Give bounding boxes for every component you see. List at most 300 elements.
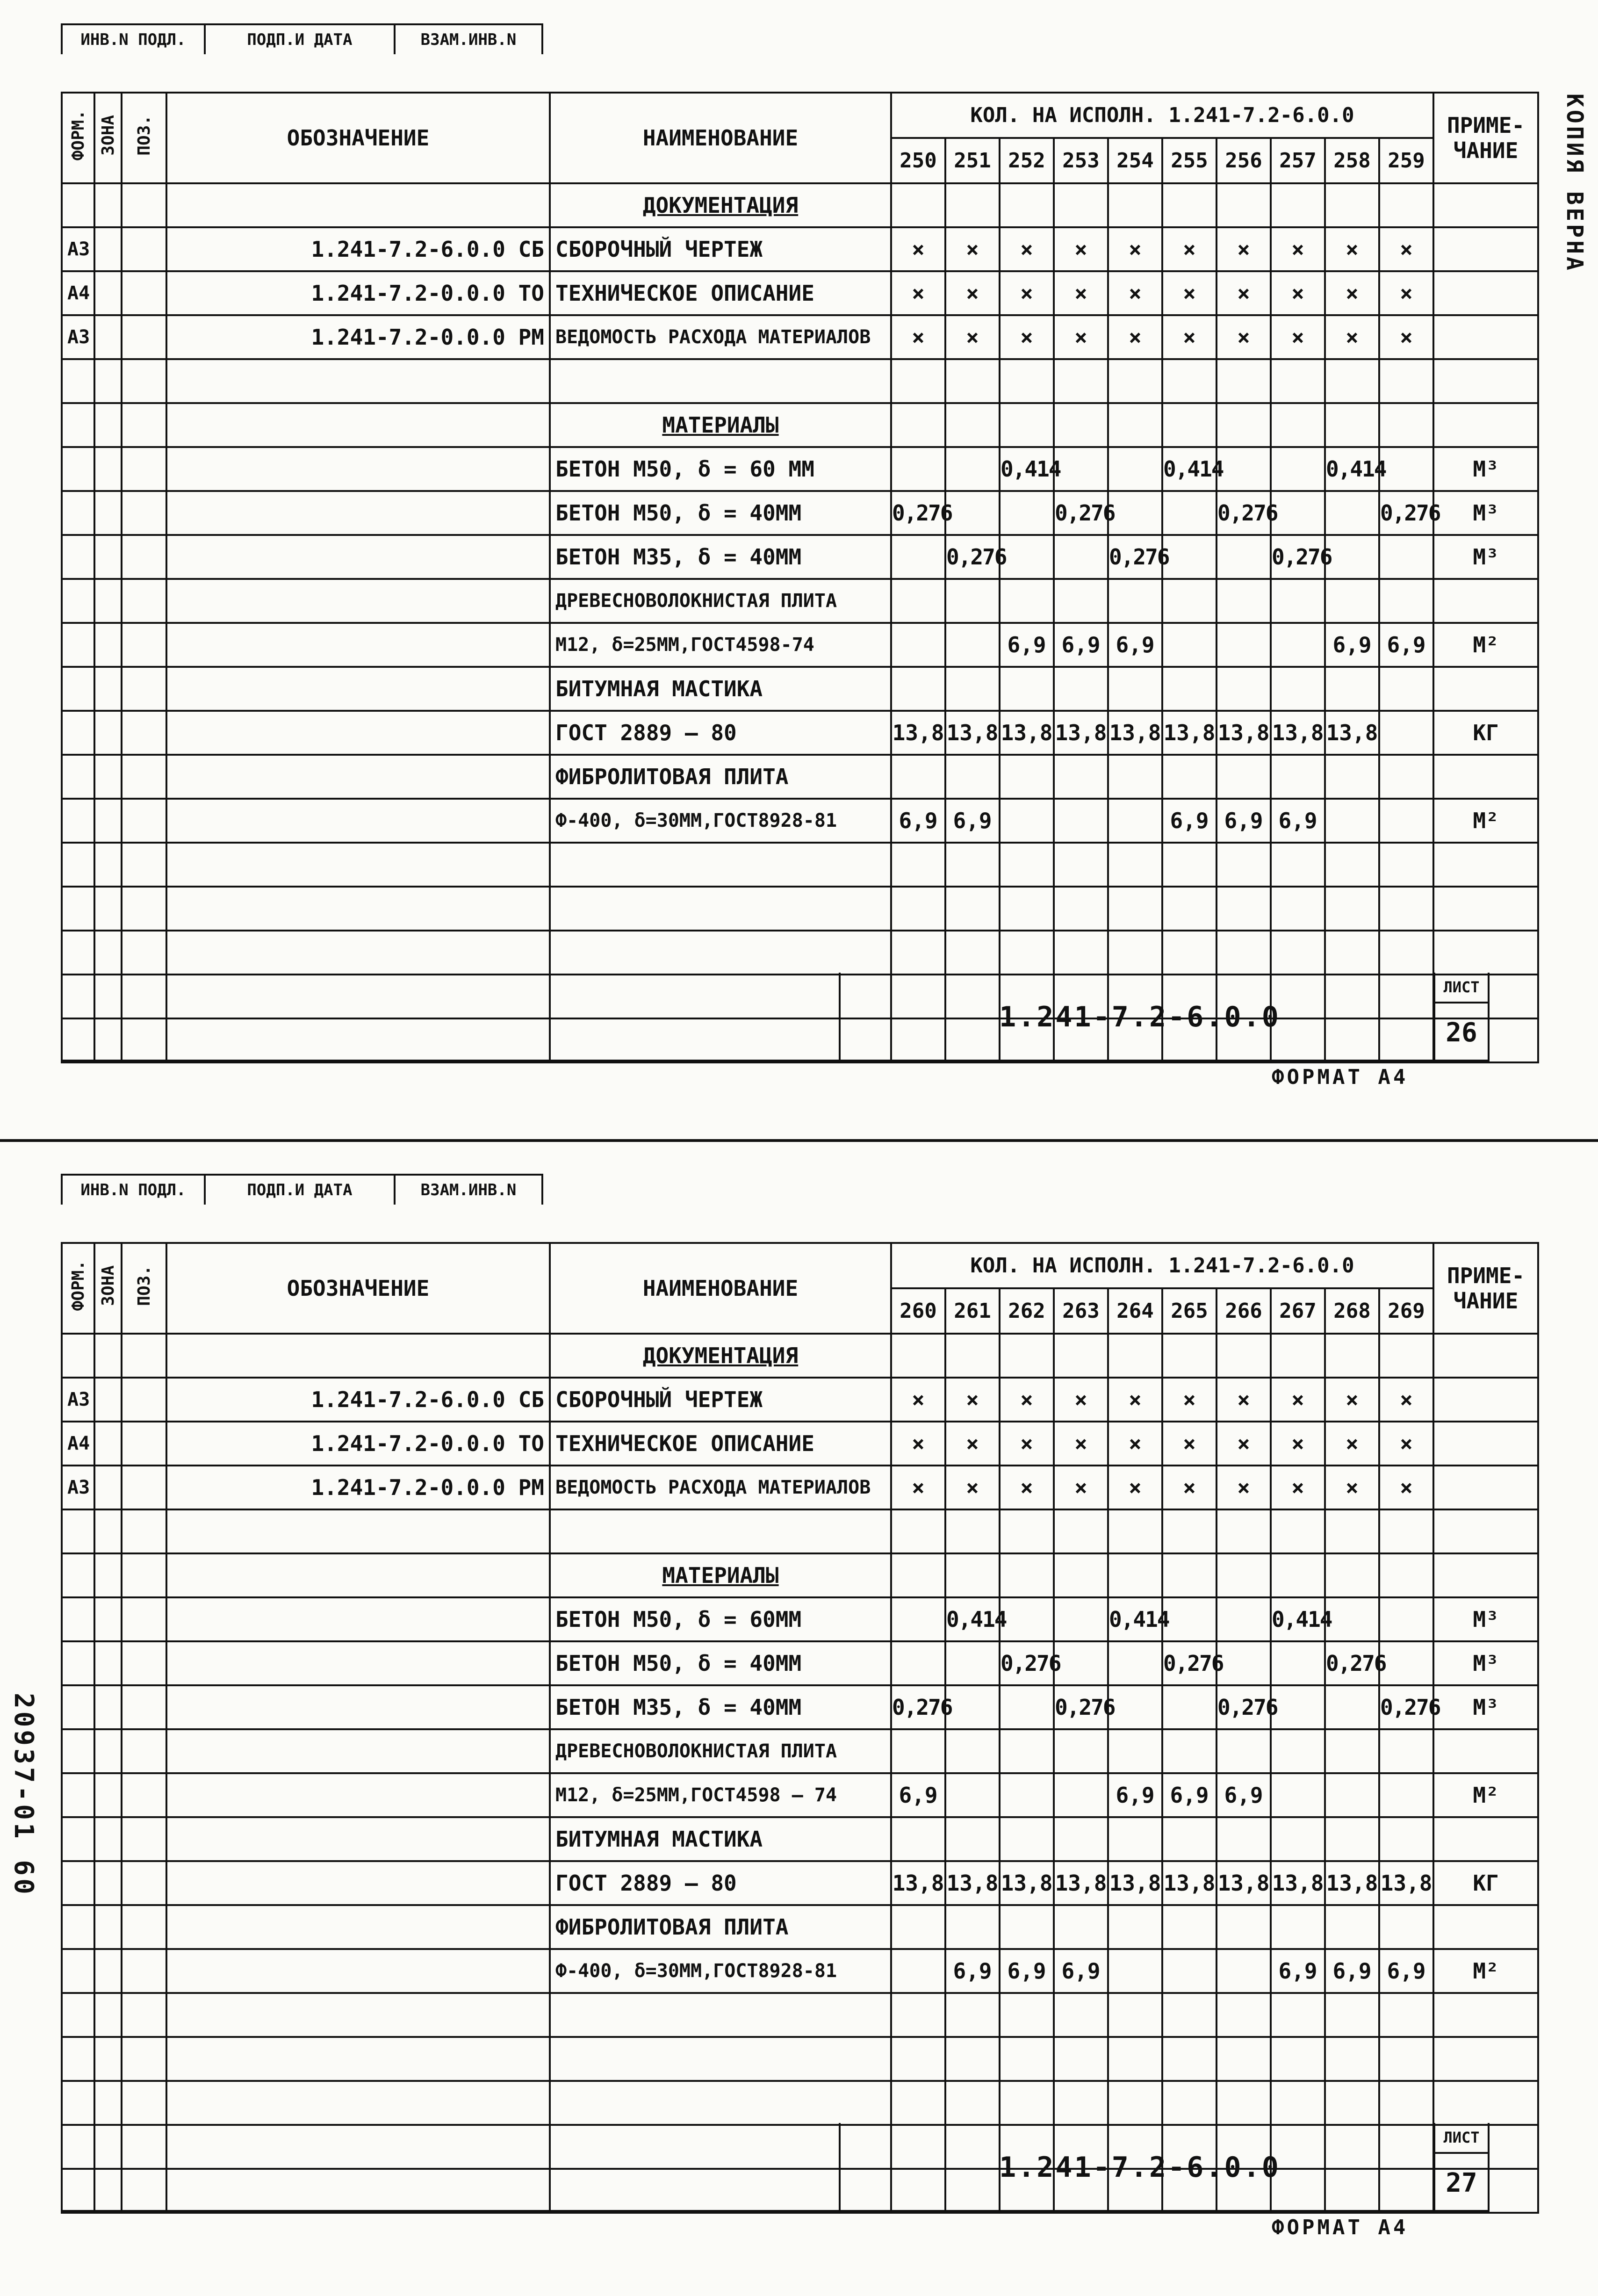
zone-cell bbox=[94, 931, 122, 975]
header-remark-line1: ПРИМЕ- bbox=[1447, 113, 1525, 138]
unit-cell bbox=[1433, 1993, 1538, 2037]
designation-cell bbox=[166, 183, 550, 227]
quantity-cell bbox=[891, 1729, 945, 1773]
designation-cell bbox=[166, 579, 550, 623]
quantity-cell bbox=[1162, 1905, 1216, 1949]
position-cell bbox=[122, 1773, 166, 1817]
zone-cell bbox=[94, 1378, 122, 1422]
name-cell bbox=[550, 1993, 891, 2037]
header-format bbox=[62, 1243, 94, 1334]
quantity-cell bbox=[1108, 1949, 1162, 1993]
cross-mark: × bbox=[1216, 1422, 1271, 1466]
name-cell: М12, δ=25ММ,ГОСТ4598 – 74 bbox=[550, 1773, 891, 1817]
quantity-cell bbox=[1000, 887, 1054, 931]
position-cell bbox=[122, 359, 166, 403]
quantity-cell bbox=[1271, 887, 1325, 931]
quantity-cell bbox=[891, 1817, 945, 1861]
quantity-cell bbox=[1162, 1817, 1216, 1861]
unit-cell: М³ bbox=[1433, 447, 1538, 491]
sheet-number: 26 bbox=[1446, 1017, 1477, 1048]
quantity-cell bbox=[1325, 403, 1379, 447]
cross-mark: × bbox=[1379, 271, 1433, 315]
format-cell bbox=[62, 623, 94, 667]
table-row bbox=[62, 711, 1538, 755]
quantity-cell bbox=[1325, 359, 1379, 403]
quantity-cell bbox=[1216, 1817, 1271, 1861]
zone-cell bbox=[94, 1334, 122, 1378]
quantity-cell: 6,9 bbox=[1271, 799, 1325, 843]
quantity-cell: 0,276 bbox=[1216, 1685, 1271, 1729]
zone-cell bbox=[94, 2037, 122, 2081]
format-cell bbox=[62, 1597, 94, 1641]
designation-cell bbox=[166, 2037, 550, 2081]
quantity-cell bbox=[1271, 579, 1325, 623]
quantity-cell bbox=[1054, 667, 1108, 711]
header-remark-line2: ЧАНИЕ bbox=[1453, 138, 1519, 163]
quantity-cell bbox=[1000, 1905, 1054, 1949]
quantity-cell bbox=[1000, 755, 1054, 799]
position-cell bbox=[122, 1817, 166, 1861]
cross-mark: × bbox=[1108, 271, 1162, 315]
quantity-cell bbox=[1271, 1993, 1325, 2037]
zone-cell bbox=[94, 843, 122, 887]
table-row bbox=[62, 931, 1538, 975]
format-cell bbox=[62, 1334, 94, 1378]
position-cell bbox=[122, 843, 166, 887]
zone-cell bbox=[94, 227, 122, 271]
quantity-cell bbox=[1000, 1509, 1054, 1553]
quantity-cell bbox=[1216, 1509, 1271, 1553]
variant-number: 256 bbox=[1216, 138, 1271, 183]
title-block bbox=[61, 973, 1490, 1061]
cross-mark: × bbox=[1216, 227, 1271, 271]
stamp-replace-inv: ВЗАМ.ИНВ.N bbox=[420, 30, 517, 49]
quantity-cell bbox=[1162, 1729, 1216, 1773]
variant-number: 258 bbox=[1325, 138, 1379, 183]
quantity-cell bbox=[1216, 1641, 1271, 1685]
quantity-cell: 13,8 bbox=[1162, 1861, 1216, 1905]
quantity-cell bbox=[1325, 1773, 1379, 1817]
header-designation: ОБОЗНАЧЕНИЕ bbox=[166, 93, 550, 183]
quantity-cell bbox=[1271, 1553, 1325, 1597]
quantity-cell bbox=[1054, 1773, 1108, 1817]
header-remark-line2: ЧАНИЕ bbox=[1453, 1288, 1519, 1314]
quantity-cell bbox=[1108, 799, 1162, 843]
quantity-cell bbox=[891, 755, 945, 799]
position-cell bbox=[122, 667, 166, 711]
zone-cell bbox=[94, 1993, 122, 2037]
quantity-cell bbox=[1108, 491, 1162, 535]
quantity-cell bbox=[1216, 887, 1271, 931]
zone-cell bbox=[94, 403, 122, 447]
quantity-cell bbox=[945, 2037, 1000, 2081]
quantity-cell bbox=[1379, 359, 1433, 403]
quantity-cell bbox=[1216, 2037, 1271, 2081]
quantity-cell bbox=[1054, 535, 1108, 579]
cross-mark: × bbox=[945, 1378, 1000, 1422]
position-cell bbox=[122, 227, 166, 271]
name-cell: БИТУМНАЯ МАСТИКА bbox=[550, 1817, 891, 1861]
zone-cell bbox=[94, 359, 122, 403]
zone-cell bbox=[94, 1553, 122, 1597]
unit-cell bbox=[1433, 1334, 1538, 1378]
designation-cell bbox=[166, 1641, 550, 1685]
unit-cell bbox=[1433, 1817, 1538, 1861]
quantity-cell bbox=[1000, 843, 1054, 887]
quantity-cell bbox=[945, 1641, 1000, 1685]
quantity-cell bbox=[1325, 183, 1379, 227]
quantity-cell bbox=[1271, 1773, 1325, 1817]
cross-mark: × bbox=[1000, 271, 1054, 315]
format-cell bbox=[62, 1685, 94, 1729]
format-cell bbox=[62, 1905, 94, 1949]
quantity-cell: 13,8 bbox=[1108, 711, 1162, 755]
quantity-cell bbox=[1216, 931, 1271, 975]
unit-cell bbox=[1433, 843, 1538, 887]
position-cell bbox=[122, 931, 166, 975]
cross-mark: × bbox=[1379, 1378, 1433, 1422]
quantity-cell bbox=[1271, 1905, 1325, 1949]
designation-cell bbox=[166, 1993, 550, 2037]
variant-number: 262 bbox=[1000, 1288, 1054, 1334]
format-cell bbox=[62, 1949, 94, 1993]
quantity-cell bbox=[1271, 1685, 1325, 1729]
table-row bbox=[62, 359, 1538, 403]
sheet-box bbox=[1433, 2123, 1488, 2212]
quantity-cell bbox=[1325, 931, 1379, 975]
stamp-replace-inv: ВЗАМ.ИНВ.N bbox=[420, 1181, 517, 1199]
cross-mark: × bbox=[1379, 227, 1433, 271]
quantity-cell bbox=[891, 447, 945, 491]
position-cell bbox=[122, 1466, 166, 1509]
zone-cell bbox=[94, 667, 122, 711]
table-row bbox=[62, 2081, 1538, 2125]
variant-number: 251 bbox=[945, 138, 1000, 183]
variant-number: 254 bbox=[1108, 138, 1162, 183]
name-cell bbox=[550, 2037, 891, 2081]
quantity-cell bbox=[1271, 931, 1325, 975]
stamp-inv-no: ИНВ.N ПОДЛ. bbox=[63, 1176, 206, 1205]
quantity-cell bbox=[1054, 447, 1108, 491]
quantity-cell: 0,276 bbox=[1054, 1685, 1108, 1729]
quantity-cell bbox=[1379, 2037, 1433, 2081]
quantity-cell bbox=[1271, 623, 1325, 667]
position-cell bbox=[122, 1378, 166, 1422]
unit-cell bbox=[1433, 1509, 1538, 1553]
quantity-cell bbox=[1379, 887, 1433, 931]
cross-mark: × bbox=[1216, 1378, 1271, 1422]
cross-mark: × bbox=[945, 315, 1000, 359]
quantity-cell bbox=[1325, 1597, 1379, 1641]
quantity-cell bbox=[1216, 1949, 1271, 1993]
position-cell bbox=[122, 535, 166, 579]
quantity-cell: 13,8 bbox=[1000, 711, 1054, 755]
quantity-cell bbox=[1216, 667, 1271, 711]
quantity-cell bbox=[1108, 1553, 1162, 1597]
name-cell: Ф-400, δ=30ММ,ГОСТ8928-81 bbox=[550, 799, 891, 843]
quantity-cell bbox=[1379, 799, 1433, 843]
unit-cell bbox=[1433, 1553, 1538, 1597]
quantity-cell: 0,414 bbox=[1162, 447, 1216, 491]
name-cell: ТЕХНИЧЕСКОЕ ОПИСАНИЕ bbox=[550, 271, 891, 315]
cross-mark: × bbox=[1054, 1466, 1108, 1509]
quantity-cell: 13,8 bbox=[1271, 1861, 1325, 1905]
quantity-cell bbox=[1271, 1509, 1325, 1553]
format-cell: А3 bbox=[62, 1378, 94, 1422]
spec-table bbox=[61, 92, 1539, 1063]
zone-cell bbox=[94, 491, 122, 535]
designation-cell bbox=[166, 1597, 550, 1641]
table-row bbox=[62, 1334, 1538, 1378]
unit-cell bbox=[1433, 271, 1538, 315]
quantity-cell bbox=[1325, 491, 1379, 535]
cross-mark: × bbox=[1162, 1422, 1216, 1466]
unit-cell: М² bbox=[1433, 623, 1538, 667]
quantity-cell bbox=[945, 1729, 1000, 1773]
zone-cell bbox=[94, 535, 122, 579]
quantity-cell bbox=[1000, 1334, 1054, 1378]
zone-cell bbox=[94, 2081, 122, 2125]
name-cell: СБОРОЧНЫЙ ЧЕРТЕЖ bbox=[550, 227, 891, 271]
variant-number: 264 bbox=[1108, 1288, 1162, 1334]
cross-mark: × bbox=[1271, 227, 1325, 271]
table-row bbox=[62, 2037, 1538, 2081]
unit-cell bbox=[1433, 1729, 1538, 1773]
position-cell bbox=[122, 1509, 166, 1553]
variant-number: 267 bbox=[1271, 1288, 1325, 1334]
quantity-cell bbox=[1325, 1993, 1379, 2037]
quantity-cell: 0,276 bbox=[1054, 491, 1108, 535]
table-row bbox=[62, 1817, 1538, 1861]
quantity-cell bbox=[891, 2081, 945, 2125]
cross-mark: × bbox=[1325, 1378, 1379, 1422]
quantity-cell bbox=[1162, 623, 1216, 667]
quantity-cell bbox=[945, 755, 1000, 799]
format-cell bbox=[62, 403, 94, 447]
format-cell: А3 bbox=[62, 227, 94, 271]
quantity-cell bbox=[891, 887, 945, 931]
quantity-cell bbox=[1325, 2081, 1379, 2125]
cross-mark: × bbox=[1108, 1422, 1162, 1466]
format-label: ФОРМАТ А4 bbox=[1272, 1065, 1409, 1089]
header-quantity: КОЛ. НА ИСПОЛН. 1.241-7.2-6.0.0 bbox=[891, 93, 1433, 138]
header-zone-text: ЗОНА bbox=[98, 1265, 118, 1306]
designation-cell bbox=[166, 755, 550, 799]
quantity-cell bbox=[1379, 1641, 1433, 1685]
name-cell: ГОСТ 2889 – 80 bbox=[550, 711, 891, 755]
variant-number: 250 bbox=[891, 138, 945, 183]
quantity-cell: 6,9 bbox=[1325, 1949, 1379, 1993]
cross-mark: × bbox=[1000, 1378, 1054, 1422]
quantity-cell bbox=[1325, 1553, 1379, 1597]
quantity-cell bbox=[1216, 183, 1271, 227]
quantity-cell bbox=[1271, 755, 1325, 799]
cross-mark: × bbox=[1271, 1422, 1325, 1466]
designation-cell bbox=[166, 1773, 550, 1817]
quantity-cell bbox=[891, 579, 945, 623]
quantity-cell bbox=[1216, 1334, 1271, 1378]
zone-cell bbox=[94, 755, 122, 799]
quantity-cell bbox=[1054, 1993, 1108, 2037]
quantity-cell bbox=[1054, 1817, 1108, 1861]
variant-number: 255 bbox=[1162, 138, 1216, 183]
quantity-cell bbox=[1054, 755, 1108, 799]
quantity-cell bbox=[1379, 1817, 1433, 1861]
unit-cell: М³ bbox=[1433, 491, 1538, 535]
quantity-cell bbox=[945, 1993, 1000, 2037]
quantity-cell bbox=[1379, 579, 1433, 623]
cross-mark: × bbox=[1216, 271, 1271, 315]
quantity-cell bbox=[1271, 403, 1325, 447]
quantity-cell bbox=[945, 359, 1000, 403]
quantity-cell bbox=[1271, 843, 1325, 887]
quantity-cell bbox=[1162, 359, 1216, 403]
quantity-cell bbox=[1379, 1993, 1433, 2037]
quantity-cell bbox=[1000, 1993, 1054, 2037]
quantity-cell bbox=[1054, 183, 1108, 227]
quantity-cell: 0,276 bbox=[1379, 1685, 1433, 1729]
zone-cell bbox=[94, 711, 122, 755]
quantity-cell bbox=[1379, 447, 1433, 491]
name-cell: БЕТОН М35, δ = 40ММ bbox=[550, 1685, 891, 1729]
table-row bbox=[62, 227, 1538, 271]
quantity-cell: 6,9 bbox=[945, 1949, 1000, 1993]
quantity-cell: 6,9 bbox=[1325, 623, 1379, 667]
quantity-cell bbox=[945, 931, 1000, 975]
quantity-cell bbox=[1054, 2037, 1108, 2081]
zone-cell bbox=[94, 579, 122, 623]
quantity-cell bbox=[1054, 1509, 1108, 1553]
cross-mark: × bbox=[1379, 315, 1433, 359]
designation-cell bbox=[166, 1553, 550, 1597]
quantity-cell bbox=[1379, 1597, 1433, 1641]
quantity-cell bbox=[1379, 667, 1433, 711]
quantity-cell: 6,9 bbox=[1162, 1773, 1216, 1817]
position-cell bbox=[122, 799, 166, 843]
quantity-cell: 13,8 bbox=[1379, 1861, 1433, 1905]
quantity-cell bbox=[891, 843, 945, 887]
zone-cell bbox=[94, 1422, 122, 1466]
header-position bbox=[122, 1243, 166, 1334]
quantity-cell bbox=[1054, 579, 1108, 623]
table-row bbox=[62, 1509, 1538, 1553]
cross-mark: × bbox=[1271, 1378, 1325, 1422]
quantity-cell bbox=[1108, 183, 1162, 227]
quantity-cell bbox=[1325, 1905, 1379, 1949]
cross-mark: × bbox=[1271, 315, 1325, 359]
zone-cell bbox=[94, 1773, 122, 1817]
variant-number: 265 bbox=[1162, 1288, 1216, 1334]
section-heading: ДОКУМЕНТАЦИЯ bbox=[550, 1334, 891, 1378]
quantity-cell: 13,8 bbox=[1216, 1861, 1271, 1905]
quantity-cell bbox=[1216, 579, 1271, 623]
zone-cell bbox=[94, 887, 122, 931]
quantity-cell bbox=[945, 447, 1000, 491]
format-cell: А4 bbox=[62, 1422, 94, 1466]
sheet-label: ЛИСТ bbox=[1435, 973, 1488, 1004]
cross-mark: × bbox=[1000, 1422, 1054, 1466]
quantity-cell bbox=[1216, 1729, 1271, 1773]
table-row bbox=[62, 1949, 1538, 1993]
position-cell bbox=[122, 1729, 166, 1773]
zone-cell bbox=[94, 315, 122, 359]
quantity-cell bbox=[1108, 755, 1162, 799]
name-cell bbox=[550, 359, 891, 403]
quantity-cell bbox=[891, 1641, 945, 1685]
designation-cell: 1.241-7.2-0.0.0 ТО bbox=[166, 1422, 550, 1466]
quantity-cell bbox=[1325, 1685, 1379, 1729]
unit-cell bbox=[1433, 887, 1538, 931]
stamp-inv-no: ИНВ.N ПОДЛ. bbox=[63, 25, 206, 54]
quantity-cell bbox=[1162, 491, 1216, 535]
quantity-cell: 0,414 bbox=[945, 1597, 1000, 1641]
copy-certified-note: КОПИЯ ВЕРНА bbox=[1562, 94, 1588, 273]
quantity-cell: 13,8 bbox=[891, 711, 945, 755]
quantity-cell bbox=[1379, 843, 1433, 887]
quantity-cell: 13,8 bbox=[891, 1861, 945, 1905]
quantity-cell bbox=[1216, 1597, 1271, 1641]
quantity-cell bbox=[1162, 2037, 1216, 2081]
position-cell bbox=[122, 1422, 166, 1466]
quantity-cell: 0,276 bbox=[891, 1685, 945, 1729]
quantity-cell bbox=[1000, 1685, 1054, 1729]
header-row bbox=[62, 93, 1538, 138]
format-cell bbox=[62, 1641, 94, 1685]
header-remark-line1: ПРИМЕ- bbox=[1447, 1263, 1525, 1288]
unit-cell: М² bbox=[1433, 799, 1538, 843]
quantity-cell bbox=[1216, 403, 1271, 447]
quantity-cell bbox=[1216, 1905, 1271, 1949]
designation-cell bbox=[166, 799, 550, 843]
position-cell bbox=[122, 491, 166, 535]
quantity-cell bbox=[1054, 843, 1108, 887]
quantity-cell bbox=[1000, 2037, 1054, 2081]
quantity-cell: 0,414 bbox=[1271, 1597, 1325, 1641]
quantity-cell bbox=[1325, 799, 1379, 843]
quantity-cell bbox=[945, 843, 1000, 887]
variant-number: 253 bbox=[1054, 138, 1108, 183]
quantity-cell bbox=[1379, 931, 1433, 975]
format-cell bbox=[62, 755, 94, 799]
unit-cell bbox=[1433, 315, 1538, 359]
document-code: 1.241-7.2-6.0.0 bbox=[839, 2123, 1439, 2212]
quantity-cell: 6,9 bbox=[1379, 623, 1433, 667]
table-row bbox=[62, 491, 1538, 535]
format-cell bbox=[62, 1773, 94, 1817]
quantity-cell bbox=[891, 183, 945, 227]
quantity-cell bbox=[1325, 667, 1379, 711]
zone-cell bbox=[94, 447, 122, 491]
quantity-cell bbox=[1054, 403, 1108, 447]
header-zone-text: ЗОНА bbox=[98, 115, 118, 156]
cross-mark: × bbox=[1271, 1466, 1325, 1509]
quantity-cell: 13,8 bbox=[945, 1861, 1000, 1905]
unit-cell: КГ bbox=[1433, 711, 1538, 755]
quantity-cell bbox=[1108, 931, 1162, 975]
quantity-cell bbox=[1162, 1334, 1216, 1378]
quantity-cell bbox=[1054, 931, 1108, 975]
zone-cell bbox=[94, 1466, 122, 1509]
designation-cell bbox=[166, 447, 550, 491]
format-cell bbox=[62, 491, 94, 535]
quantity-cell: 0,276 bbox=[1271, 535, 1325, 579]
variant-number: 268 bbox=[1325, 1288, 1379, 1334]
quantity-cell bbox=[1325, 1334, 1379, 1378]
quantity-cell bbox=[1000, 1553, 1054, 1597]
quantity-cell bbox=[1000, 491, 1054, 535]
quantity-cell: 6,9 bbox=[1108, 1773, 1162, 1817]
unit-cell bbox=[1433, 1422, 1538, 1466]
